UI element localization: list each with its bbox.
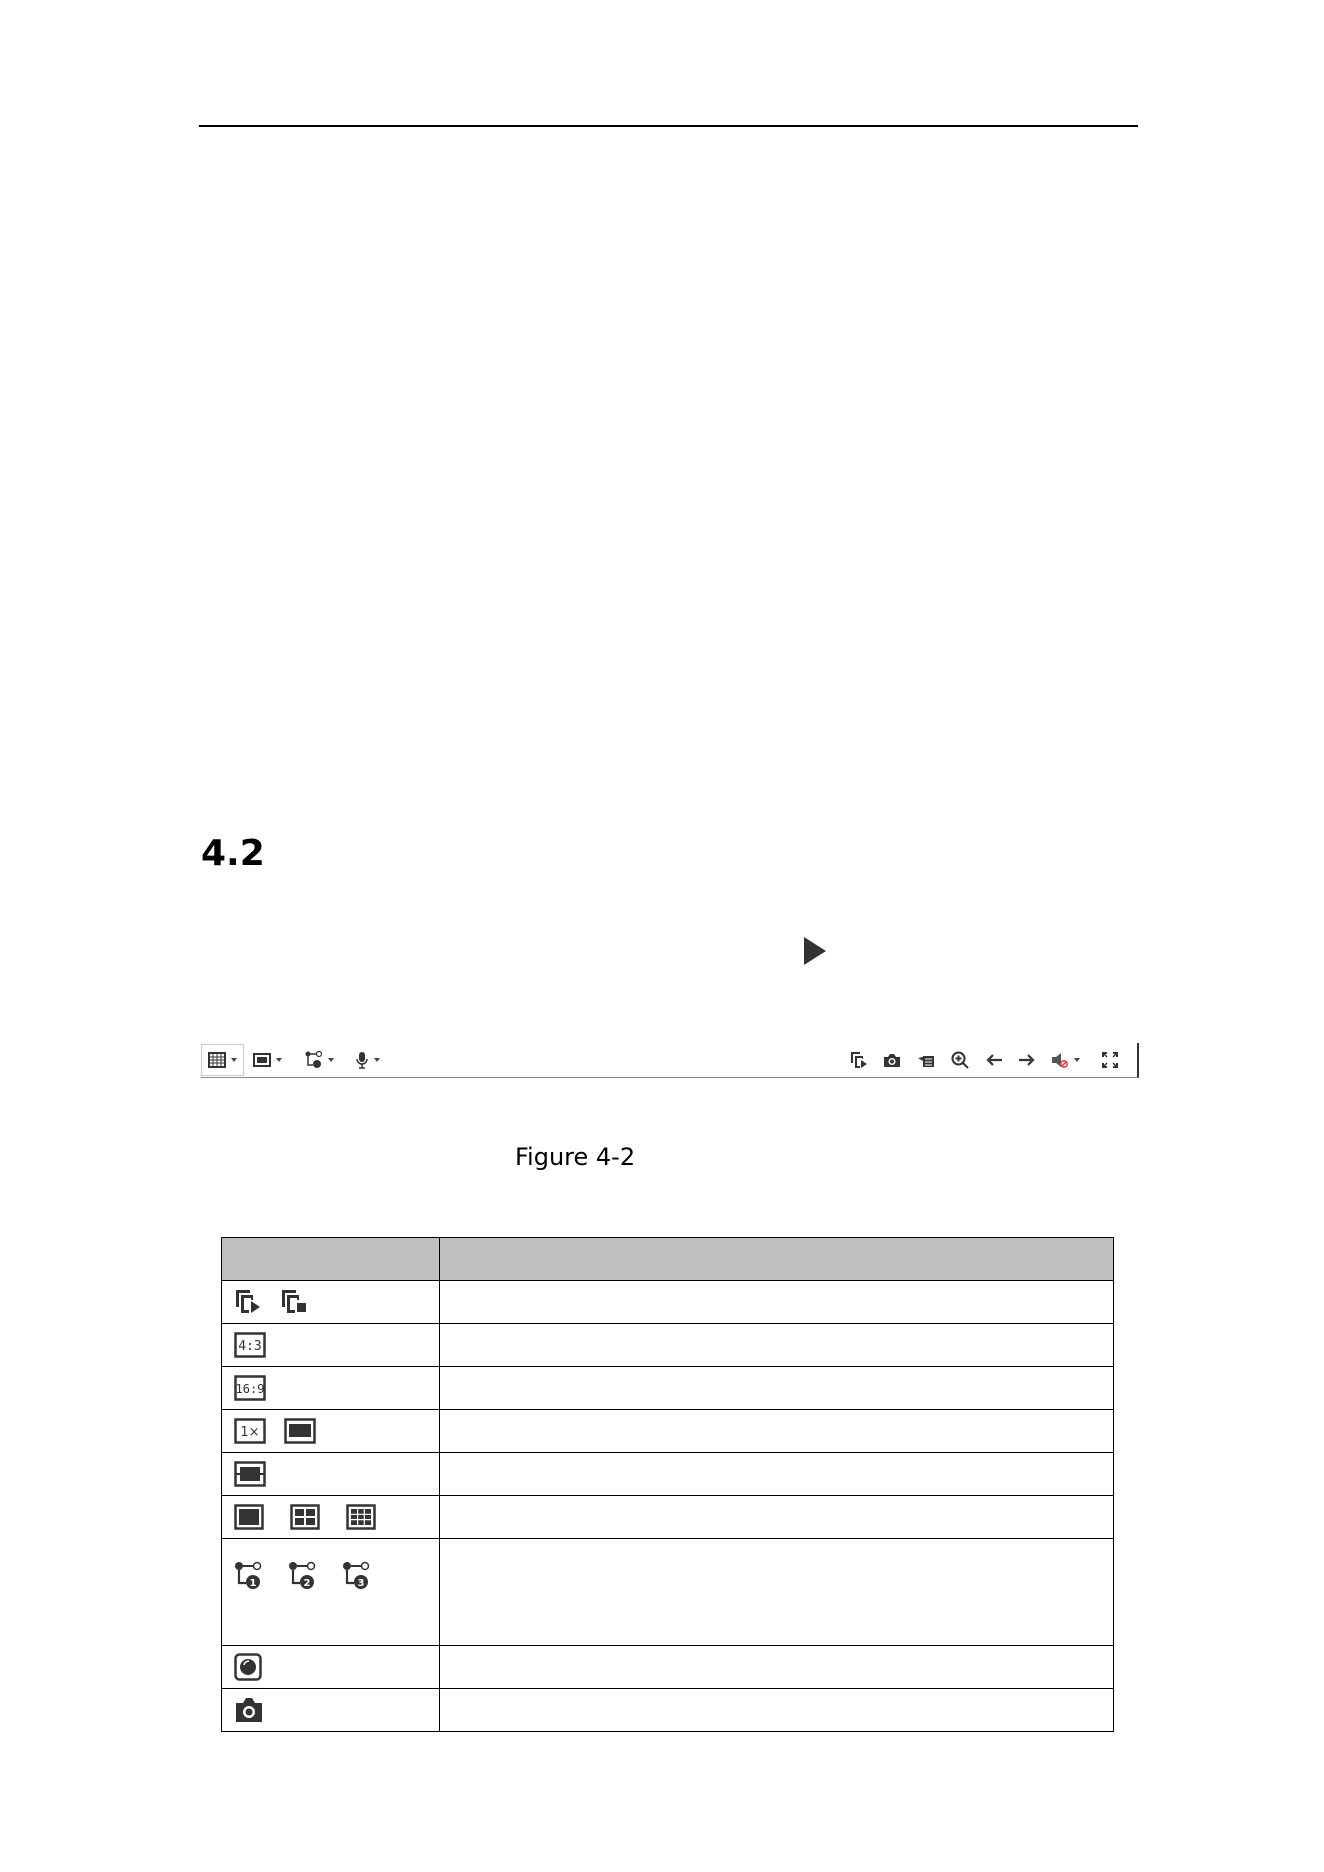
record-button[interactable]: [917, 1043, 935, 1077]
layout-grid-button[interactable]: [201, 1044, 244, 1076]
previous-page-button[interactable]: [985, 1043, 1003, 1077]
layout-3x3-icon: [346, 1504, 376, 1530]
screen-ratio-icon: [253, 1053, 271, 1067]
section-number: 4.2: [201, 833, 265, 874]
ratio-4-3-icon: [234, 1332, 266, 1358]
previous-page-icon: [985, 1053, 1003, 1067]
original-ratio-icon: [234, 1418, 266, 1444]
row-description: [440, 1324, 1114, 1367]
row-description: [440, 1453, 1114, 1496]
figure-caption: Figure 4-2: [515, 1143, 636, 1171]
header-rule: [199, 125, 1138, 127]
fullscreen-button[interactable]: [1102, 1043, 1118, 1077]
table-row: [222, 1539, 1114, 1646]
svg-text:2: 2: [303, 1578, 311, 1589]
start-all-live-view-button[interactable]: [850, 1043, 868, 1077]
auto-ratio-icon: [284, 1418, 316, 1444]
chevron-down-icon: [231, 1058, 237, 1062]
original-ratio-label: 1×: [240, 1425, 260, 1440]
capture-icon: [883, 1053, 901, 1068]
stream-third-icon: [342, 1561, 372, 1591]
stop-icon: [234, 1653, 262, 1681]
row-description: [440, 1689, 1114, 1732]
audio-mute-icon: [1051, 1052, 1069, 1068]
screen-ratio-button[interactable]: [253, 1043, 282, 1077]
table-row: [222, 1496, 1114, 1539]
layout-grid-icon: [208, 1052, 226, 1068]
layout-1x1-icon: [234, 1504, 264, 1530]
table-header-row: [222, 1238, 1114, 1281]
icon-description-table: [221, 1237, 1114, 1732]
chevron-down-icon: [328, 1058, 334, 1062]
digital-zoom-icon: [951, 1051, 969, 1069]
table-row: [222, 1646, 1114, 1689]
self-adaptive-icon: [234, 1461, 266, 1487]
table-row: [222, 1324, 1114, 1367]
ratio-16-9-label: 16:9: [235, 1382, 265, 1396]
table-row: [222, 1367, 1114, 1410]
chevron-down-icon: [1074, 1058, 1080, 1062]
row-description: [440, 1646, 1114, 1689]
microphone-button[interactable]: [355, 1043, 380, 1077]
table-row: [222, 1410, 1114, 1453]
row-description: [440, 1410, 1114, 1453]
fullscreen-icon: [1102, 1052, 1118, 1068]
digital-zoom-button[interactable]: [951, 1043, 969, 1077]
capture-icon: [234, 1696, 264, 1724]
header-icon-column: [222, 1238, 440, 1281]
live-view-toolbar: [201, 1043, 1139, 1078]
stream-sub-icon: [288, 1561, 318, 1591]
row-description: [440, 1539, 1114, 1646]
chevron-down-icon: [276, 1058, 282, 1062]
row-description: [440, 1496, 1114, 1539]
table-row: [222, 1281, 1114, 1324]
start-all-live-view-icon: [850, 1051, 868, 1069]
table-row: [222, 1689, 1114, 1732]
chevron-down-icon: [374, 1058, 380, 1062]
microphone-icon: [355, 1051, 369, 1069]
ratio-4-3-label: 4:3: [238, 1339, 262, 1354]
next-page-button[interactable]: [1018, 1043, 1036, 1077]
capture-button[interactable]: [883, 1043, 901, 1077]
header-description-column: [440, 1238, 1114, 1281]
svg-text:3: 3: [357, 1578, 365, 1589]
layout-2x2-icon: [290, 1504, 320, 1530]
table-row: [222, 1453, 1114, 1496]
stream-select-icon: [305, 1051, 323, 1069]
stop-all-live-view-icon: [280, 1288, 308, 1316]
row-description: [440, 1367, 1114, 1410]
svg-text:1: 1: [249, 1578, 257, 1589]
start-all-live-view-icon: [234, 1288, 262, 1316]
stream-main-icon: [234, 1561, 264, 1591]
audio-mute-button[interactable]: [1051, 1043, 1080, 1077]
play-icon: [804, 937, 826, 965]
record-icon: [917, 1053, 935, 1068]
stream-select-button[interactable]: [305, 1043, 334, 1077]
ratio-16-9-icon: [234, 1375, 266, 1401]
row-description: [440, 1281, 1114, 1324]
next-page-icon: [1018, 1053, 1036, 1067]
